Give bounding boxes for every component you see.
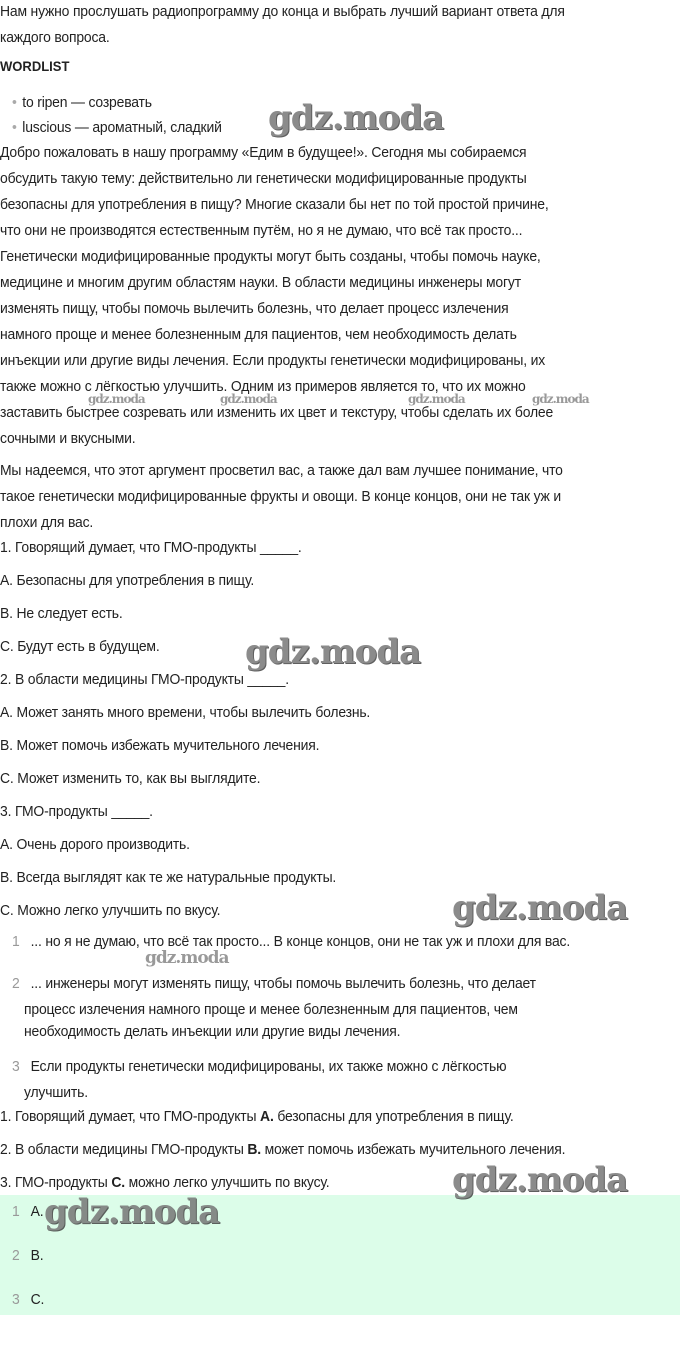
watermark-logo: gdz.moda [408,392,465,406]
paragraph-line: что они не производятся естественным путём, но я не думаю, что всё так просто... [0,222,523,239]
answer-option: C. Будут есть в будущем. [0,638,160,655]
answer-letter: A. [260,1108,274,1125]
wordlist-item [12,93,152,113]
paragraph-line: плохи для вас. [0,514,94,531]
answer-option: B. Всегда выглядят как те же натуральные продукты. [0,869,337,886]
watermark-logo: gdz.moda [245,632,421,672]
evidence-line [12,974,536,994]
answer-text: безопасны для употребления в пищу. [273,1108,514,1125]
paragraph-line: такое генетически модифицированные фрукты и овощи. В конце концов, они не так уж и [0,488,561,505]
answer-option: B. Не следует есть. [0,605,123,622]
evidence-line [24,1083,88,1103]
wordlist-text: luscious — ароматный, сладкий [22,119,222,136]
final-answer-value: C. [30,1291,45,1308]
watermark-logo: gdz.moda [88,392,145,406]
watermark-logo: gdz.moda [532,392,589,406]
answer-line [0,1173,329,1193]
answer-option: C. Можно легко улучшить по вкусу. [0,902,221,919]
bullet-icon: • [12,119,17,136]
answer-option: A. Безопасны для употребления в пищу. [0,572,255,589]
final-answer-number: 2 [12,1247,20,1264]
final-answer-number: 3 [12,1291,20,1308]
answer-line [0,1140,565,1160]
evidence-line [12,932,570,952]
paragraph-line: инъекции или другие виды лечения. Если продукты генетически модифицированы, их [0,352,546,369]
final-answer-item [12,1202,43,1222]
wordlist-heading: WORDLIST [0,58,70,74]
answer-option: C. Может изменить то, как вы выглядите. [0,770,261,787]
watermark-logo: gdz.moda [145,948,229,968]
final-answer-number: 1 [12,1203,20,1220]
final-answer-item [12,1290,44,1310]
evidence-line [24,1022,400,1042]
paragraph-line: безопасны для употребления в пищу? Многие сказали бы нет по той простой причине, [0,196,549,213]
watermark-logo: gdz.moda [452,1160,628,1200]
evidence-text: улучшить. [24,1084,88,1101]
evidence-number: 3 [12,1058,20,1075]
paragraph-line: также можно с лёгкостью улучшить. Одним из примеров является то, что их можно [0,378,526,395]
paragraph-line: Мы надеемся, что этот аргумент просветил вас, а также дал вам лучшее понимание, что [0,462,563,479]
wordlist-item [12,118,222,138]
answer-letter: C. [111,1174,125,1191]
intro-line: каждого вопроса. [0,29,110,46]
answer-option: A. Очень дорого производить. [0,836,190,853]
evidence-number: 2 [12,975,20,992]
evidence-text: Если продукты генетически модифицированы, их также можно с лёгкостью [30,1058,507,1075]
evidence-line [24,1000,518,1020]
question-text: 1. Говорящий думает, что ГМО-продукты _____. [0,539,302,556]
watermark-logo: gdz.moda [452,888,628,928]
evidence-text: ... инженеры могут изменять пищу, чтобы помочь вылечить болезнь, что делает [30,975,536,992]
paragraph-line: намного проще и менее болезненным для пациентов, чем необходимость делать [0,326,517,343]
answer-option: B. Может помочь избежать мучительного лечения. [0,737,320,754]
final-answer-value: B. [30,1247,44,1264]
watermark-logo: gdz.moda [44,1192,220,1232]
evidence-text: процесс излечения намного проще и менее болезненным для пациентов, чем [24,1001,518,1018]
answer-text: 1. Говорящий думает, что ГМО-продукты [0,1108,261,1125]
paragraph-line: заставить быстрее созревать или изменить их цвет и текстуру, чтобы сделать их более [0,404,554,421]
intro-line: Нам нужно прослушать радиопрограмму до конца и выбрать лучший вариант ответа для [0,3,565,20]
paragraph-line: медицине и многим другим областям науки. В области медицины инженеры могут [0,274,521,291]
watermark-logo: gdz.moda [268,98,444,138]
question-text: 2. В области медицины ГМО-продукты _____. [0,671,289,688]
evidence-text: необходимость делать инъекции или другие виды лечения. [24,1023,401,1040]
answer-option: A. Может занять много времени, чтобы вылечить болезнь. [0,704,371,721]
paragraph-line: Генетически модифицированные продукты могут быть созданы, чтобы помочь науке, [0,248,541,265]
answer-text: можно легко улучшить по вкусу. [124,1174,330,1191]
answer-text: 2. В области медицины ГМО-продукты [0,1141,248,1158]
answer-line [0,1107,514,1127]
paragraph-line: изменять пищу, чтобы помочь вылечить болезнь, что делает процесс излечения [0,300,509,317]
paragraph-line: обсудить такую тему: действительно ли генетически модифицированные продукты [0,170,527,187]
evidence-number: 1 [12,933,20,950]
watermark-logo: gdz.moda [220,392,277,406]
paragraph-line: Добро пожаловать в нашу программу «Едим в будущее!». Сегодня мы собираемся [0,144,527,161]
answer-text: 3. ГМО-продукты [0,1174,112,1191]
final-answer-value: A. [30,1203,44,1220]
bullet-icon: • [12,94,17,111]
answer-letter: B. [247,1141,261,1158]
answer-text: может помочь избежать мучительного лечения. [260,1141,566,1158]
evidence-line [12,1057,506,1077]
final-answer-item [12,1246,43,1266]
question-text: 3. ГМО-продукты _____. [0,803,153,820]
evidence-text: ... но я не думаю, что всё так просто... В конце концов, они не так уж и плохи для вас. [30,933,571,950]
paragraph-line: сочными и вкусными. [0,430,136,447]
wordlist-text: to ripen — созревать [22,94,152,111]
